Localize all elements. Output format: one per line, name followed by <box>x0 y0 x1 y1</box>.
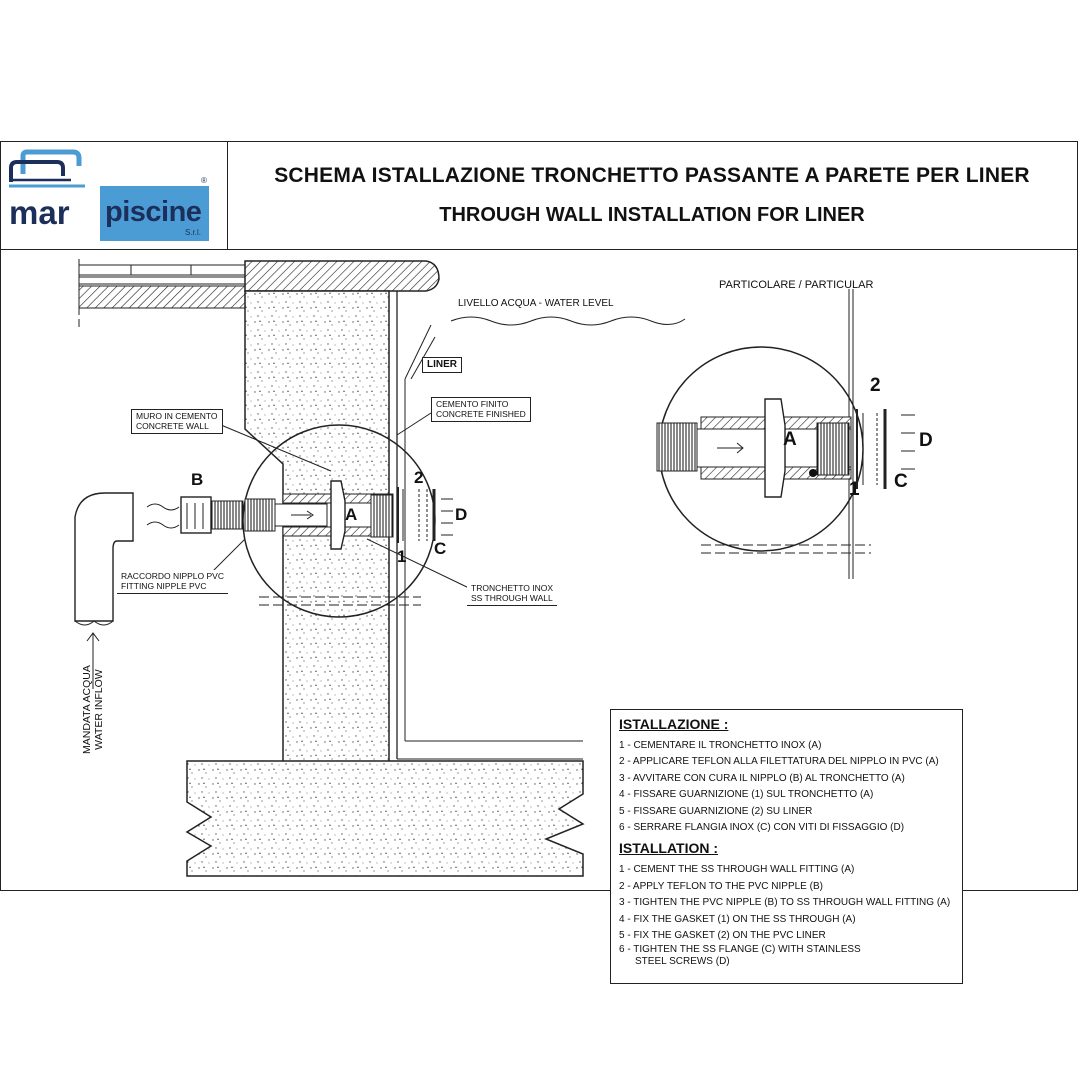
instruction-step: 4 - FIX THE GASKET (1) ON THE SS THROUGH (A) <box>619 913 856 925</box>
water-level-line <box>451 317 685 325</box>
instructions-heading-it: ISTALLAZIONE : <box>619 716 729 732</box>
instruction-step: 5 - FIX THE GASKET (2) ON THE PVC LINER <box>619 930 826 942</box>
instruction-step: 3 - AVVITARE CON CURA IL NIPPLO (B) AL TRONCHETTO (A) <box>619 772 905 784</box>
concrete-wall-label <box>131 409 223 434</box>
particular-letter-c: C <box>894 471 908 492</box>
instructions-list-it <box>619 738 954 836</box>
through-en: SS THROUGH WALL <box>471 592 553 603</box>
nipple-label <box>117 570 228 594</box>
water-level-label: LIVELLO ACQUA - WATER LEVEL <box>458 298 614 309</box>
particular-letter-d: D <box>919 430 933 451</box>
company-logo <box>1 142 228 249</box>
instruction-step: STEEL SCREWS (D) <box>635 956 730 968</box>
instructions-list-en <box>619 862 954 968</box>
registered-mark: ® <box>201 176 207 185</box>
logo-suffix: S.r.l. <box>185 228 202 237</box>
instruction-step: 1 - CEMENTARE IL TRONCHETTO INOX (A) <box>619 740 822 751</box>
particular-label: PARTICOLARE / PARTICULAR <box>719 279 874 291</box>
logo-text-mar: mar <box>9 194 70 231</box>
particular-number-2: 2 <box>870 375 881 396</box>
instruction-step: 3 - TIGHTEN THE PVC NIPPLE (B) TO SS THROUGH WALL FITTING (A) <box>619 897 951 909</box>
inflow-it: MANDATA ACQUA <box>81 665 93 754</box>
water-inflow-label <box>81 665 105 754</box>
particular-number-1: 1 <box>849 479 860 500</box>
cement-finished-it: CEMENTO FINITO <box>436 399 509 409</box>
concrete-wall-en: CONCRETE WALL <box>136 420 209 431</box>
instructions-panel <box>610 709 963 984</box>
number-1: 1 <box>397 547 407 566</box>
instruction-step: 6 - SERRARE FLANGIA INOX (C) CON VITI DI FISSAGGIO (D) <box>619 822 905 834</box>
letter-d: D <box>455 505 468 524</box>
drawing-sheet <box>0 141 1078 968</box>
foundation-slab <box>187 761 583 876</box>
letter-c: C <box>434 539 447 558</box>
particular-letter-a: A <box>783 429 797 450</box>
instruction-step: 4 - FISSARE GUARNIZIONE (1) SUL TRONCHETTO (A) <box>619 789 874 801</box>
through-wall-label <box>467 582 557 606</box>
pvc-nipple <box>147 497 243 533</box>
cement-finished-en: CONCRETE FINISHED <box>436 408 526 419</box>
instruction-step: 6 - TIGHTEN THE SS FLANGE (C) WITH STAINLESS <box>619 944 861 956</box>
through-it: TRONCHETTO INOX <box>471 583 554 593</box>
title-italian: SCHEMA ISTALLAZIONE TRONCHETTO PASSANTE A PARETE PER LINER <box>274 164 1030 187</box>
pvc-elbow <box>75 493 133 625</box>
title-area <box>227 142 1077 249</box>
instruction-step: 1 - CEMENT THE SS THROUGH WALL FITTING (A) <box>619 864 855 876</box>
installation-drawing <box>1 249 1079 968</box>
letter-b: B <box>191 470 204 489</box>
title-english: THROUGH WALL INSTALLATION FOR LINER <box>439 204 865 226</box>
logo-text-piscine: piscine <box>105 196 202 228</box>
nipple-it: RACCORDO NIPPLO PVC <box>121 571 224 581</box>
instructions-heading-en: ISTALLATION : <box>619 840 719 857</box>
instruction-step: 2 - APPLICARE TEFLON ALLA FILETTATURA DEL NIPPLO IN PVC (A) <box>619 756 939 768</box>
concrete-wall-it: MURO IN CEMENTO <box>136 411 218 421</box>
title-block <box>1 142 1077 250</box>
leader-line <box>397 413 431 435</box>
number-2: 2 <box>414 468 424 487</box>
nipple-en: FITTING NIPPLE PVC <box>121 580 207 591</box>
gaskets-flange <box>398 487 453 543</box>
liner-label: LINER <box>422 357 462 373</box>
instruction-step: 2 - APPLY TEFLON TO THE PVC NIPPLE (B) <box>619 880 823 892</box>
cement-finished-label <box>431 397 531 422</box>
inflow-en: WATER INFLOW <box>93 669 105 750</box>
letter-a: A <box>345 505 358 524</box>
coping-stone <box>245 261 439 291</box>
pool-deck <box>79 259 245 329</box>
instruction-step: 5 - FISSARE GUARNIZIONE (2) SU LINER <box>619 805 813 817</box>
